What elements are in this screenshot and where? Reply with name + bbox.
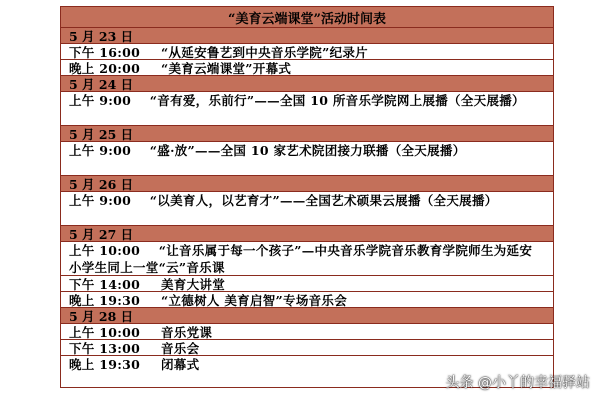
event-row	[61, 92, 553, 126]
date-row: 5 月 28 日	[61, 308, 553, 324]
event-desc: 闭幕式	[161, 357, 200, 372]
event-text: “让音乐属于每一个孩子”—中央音乐学院音乐教育学院师生为延安小学生同上一堂“云”音乐课	[69, 243, 533, 275]
event-time: 上午 10:00	[69, 243, 141, 258]
event-row	[61, 192, 553, 226]
event-time: 上午 9:00	[69, 193, 132, 208]
event-row	[61, 276, 553, 292]
table-title: “美育云端课堂”活动时间表	[61, 7, 553, 28]
event-desc: 美育大讲堂	[161, 277, 226, 292]
date-row: 5 月 25 日	[61, 126, 553, 142]
event-time: 上午 9:00	[69, 143, 132, 158]
event-time: 上午 9:00	[69, 93, 132, 108]
event-row	[61, 292, 553, 308]
schedule-table	[60, 6, 554, 388]
date-row: 5 月 23 日	[61, 28, 553, 44]
event-row	[61, 242, 553, 276]
event-time: 晚上 19:30	[69, 357, 141, 372]
event-time: 晚上 19:30	[69, 293, 141, 308]
event-row	[61, 340, 553, 356]
event-time: 下午 14:00	[69, 277, 141, 292]
event-desc: “美育云端课堂”开幕式	[161, 61, 292, 76]
event-desc	[69, 92, 543, 109]
event-desc	[69, 242, 543, 276]
watermark-text: 头条 @小丫的幸福驿站	[445, 375, 590, 391]
event-row	[61, 324, 553, 340]
event-time: 下午 16:00	[69, 45, 141, 60]
event-text: “盛·放”——全国 10 家艺术院团接力联播（全天展播）	[149, 143, 466, 158]
event-time: 上午 10:00	[69, 325, 141, 340]
event-row	[61, 356, 553, 372]
event-text: “音有爱，乐前行”——全国 10 所音乐学院网上展播（全天展播）	[149, 93, 525, 108]
event-desc: “立德树人 美育启智”专场音乐会	[161, 293, 348, 308]
event-desc: 音乐党课	[161, 325, 213, 340]
event-row	[61, 60, 553, 76]
event-time: 下午 13:00	[69, 341, 141, 356]
event-desc: “从延安鲁艺到中央音乐学院”纪录片	[161, 45, 368, 60]
event-row	[61, 142, 553, 176]
date-row: 5 月 26 日	[61, 176, 553, 192]
date-row: 5 月 27 日	[61, 226, 553, 242]
event-time: 晚上 20:00	[69, 61, 141, 76]
event-row	[61, 44, 553, 60]
event-desc	[69, 142, 543, 159]
event-desc	[69, 192, 543, 209]
date-row: 5 月 24 日	[61, 76, 553, 92]
event-desc: 音乐会	[161, 341, 200, 356]
event-text: “以美育人，以艺育才”——全国艺术硕果云展播（全天展播）	[149, 193, 498, 208]
